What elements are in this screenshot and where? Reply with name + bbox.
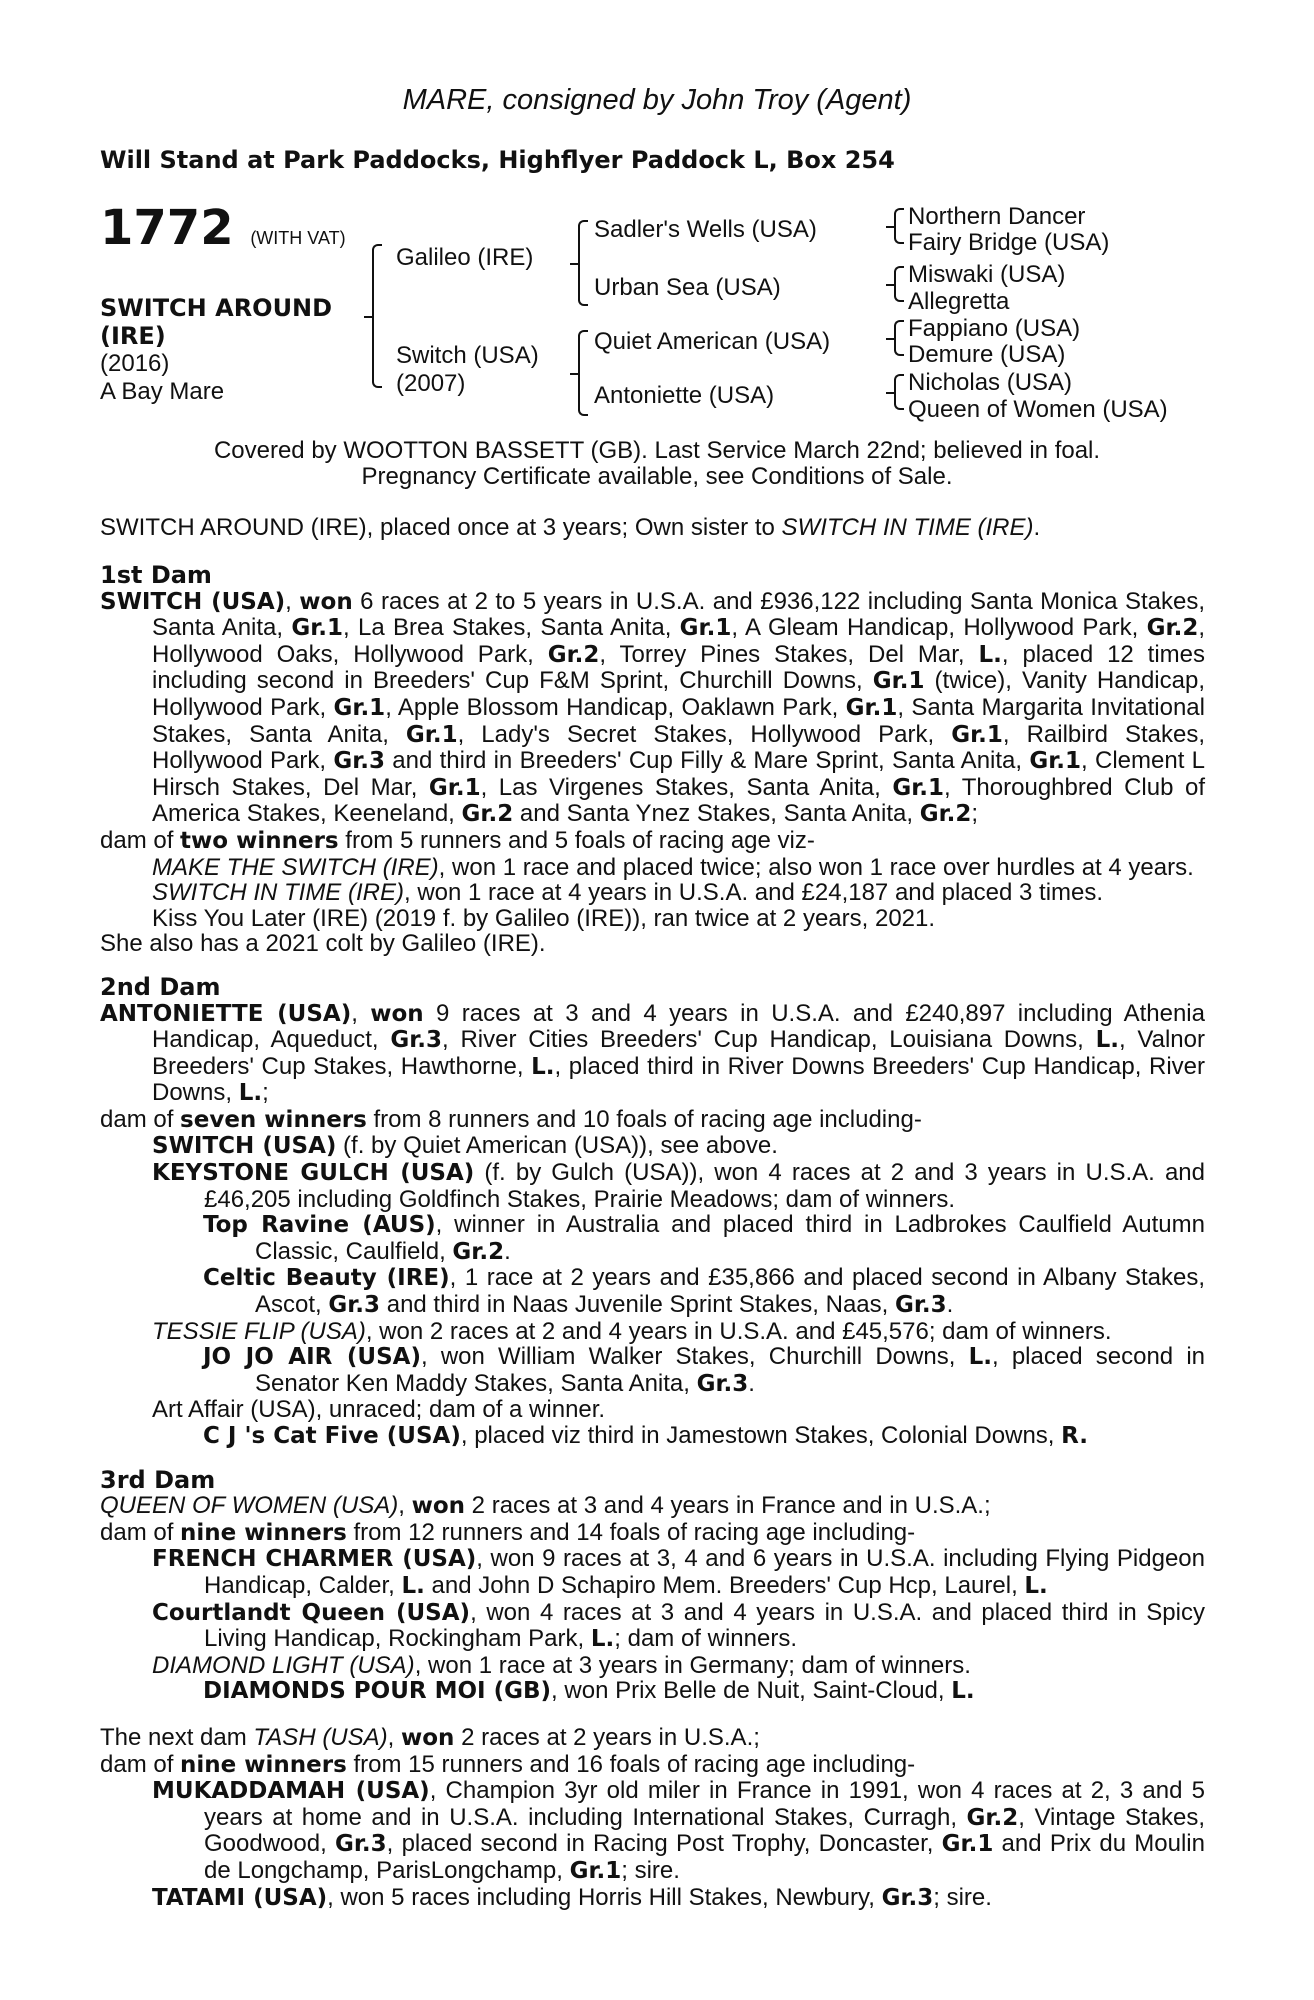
produce-record — [100, 563, 1205, 1911]
text-run: , won 4 races at 3 and 4 years in U.S.A. and placed third in Spicy Living Handicap, Rockingham Park, — [204, 1598, 1205, 1653]
dam3-dam-of — [100, 1520, 1205, 1547]
text-run: Gr.1 — [951, 721, 1003, 748]
dam1-heading: 1st Dam — [100, 561, 212, 589]
dam2-heading: 2nd Dam — [100, 972, 221, 1001]
text-run: Gr.2 — [966, 1804, 1019, 1831]
text-run: Gr.3 — [390, 1027, 443, 1054]
text-run: and third in Naas Juvenile Sprint Stakes, Naas, — [380, 1291, 895, 1319]
ped-g2: Fairy Bridge (USA) — [908, 229, 1110, 256]
summary-sister: SWITCH IN TIME (IRE) — [781, 514, 1034, 541]
text-run: , — [387, 1723, 401, 1751]
text-run: QUEEN OF WOMEN (USA) — [100, 1492, 399, 1520]
horse-description: A Bay Mare — [100, 378, 225, 405]
text-run: JO JO AIR (USA) — [203, 1344, 421, 1371]
text-run: DIAMONDS POUR MOI (GB) — [203, 1678, 552, 1705]
text-run: , 1 race at 2 years and £35,866 and placed second in Albany Stakes, Ascot, — [255, 1264, 1206, 1319]
text-run: , River Cities Breeders' Cup Handicap, Louisiana Downs, — [442, 1026, 1096, 1054]
ped-sire: Galileo (IRE) — [396, 244, 534, 271]
text-run: TASH (USA) — [253, 1723, 388, 1751]
text-run: SWITCH (USA) — [152, 1133, 337, 1160]
text-run: two winners — [180, 827, 339, 854]
text-run: nine winners — [180, 1751, 347, 1778]
lot-number-line — [100, 200, 360, 266]
text-run: won — [370, 1000, 424, 1027]
text-run: 9 races at 3 and 4 years in U.S.A. and £240,897 including Athenia Handicap, Aqueduct, — [152, 999, 1205, 1054]
dam2-dam-of — [100, 1107, 1205, 1134]
vat-note: (WITH VAT) — [250, 228, 346, 248]
text-run: from 5 runners and 5 foals of racing age viz- — [338, 826, 815, 854]
dam2-offspring-switch — [100, 1133, 1205, 1160]
dam2-offspring-art-affair: Art Affair (USA), unraced; dam of a winner. — [152, 1396, 606, 1424]
text-run: MAKE THE SWITCH (IRE) — [152, 853, 439, 881]
text-run: ; — [971, 800, 979, 828]
text-run: R. — [1061, 1423, 1089, 1449]
horse-name-2: (IRE) — [100, 322, 166, 350]
text-run: , won 1 race at 3 years in Germany; dam of winners. — [414, 1651, 971, 1679]
text-run: ; sire. — [621, 1856, 680, 1884]
brace-g3 — [894, 320, 904, 356]
text-run: , Railbird Stakes, Hollywood Park, — [152, 720, 1206, 775]
text-run: , placed third in River Downs Breeders' Cup Handicap, River Downs, — [152, 1052, 1206, 1107]
text-run: C J 's Cat Five (USA) — [203, 1423, 461, 1449]
dam2-offspring-tessie — [100, 1319, 1205, 1345]
text-run: . — [504, 1237, 511, 1265]
text-run: , Clement L Hirsch Stakes, Del Mar, — [152, 747, 1205, 801]
dam3-offspring-french-charmer — [100, 1546, 1205, 1599]
text-run: dam of — [100, 1750, 181, 1778]
text-run: seven winners — [180, 1106, 367, 1133]
text-run: Gr.3 — [334, 1831, 387, 1858]
text-run: nine winners — [180, 1519, 347, 1546]
text-run: from 8 runners and 10 foals of racing age including- — [366, 1105, 922, 1133]
text-run: Gr.1 — [405, 721, 458, 748]
dam3-record — [100, 1493, 1205, 1520]
brace-sire — [578, 220, 588, 306]
text-run: Gr.1 — [845, 694, 898, 721]
text-run: , won 9 races at 3, 4 and 6 years in U.S.A. including Flying Pidgeon Handicap, Calder, — [204, 1545, 1205, 1599]
text-run: , placed 12 times including second in Breeders' Cup F&M Sprint, Churchill Downs, — [152, 640, 1206, 695]
text-run: Gr.1 — [941, 1831, 994, 1858]
dam3-offspring-courtlandt — [100, 1600, 1205, 1653]
text-run: , Lady's Secret Stakes, Hollywood Park, — [457, 720, 952, 748]
covered-line-1: Covered by WOOTTON BASSETT (GB). Last Service March 22nd; believed in foal. — [213, 437, 1101, 464]
lot-block — [100, 200, 360, 406]
text-run: , Valnor Breeders' Cup Stakes, Hawthorne, — [152, 1026, 1205, 1080]
text-run: MUKADDAMAH (USA) — [152, 1778, 430, 1805]
text-run: Gr.3 — [328, 1292, 381, 1319]
text-run: won — [411, 1493, 466, 1520]
text-run: Gr.1 — [679, 615, 732, 642]
text-run: , placed viz third in Jamestown Stakes, Colonial Downs, — [460, 1422, 1062, 1449]
text-run: L. — [978, 641, 1002, 668]
text-run: Gr.2 — [547, 641, 600, 668]
dam1-also: She also has a 2021 colt by Galileo (IRE). — [100, 930, 546, 958]
text-run: and Santa Ynez Stakes, Santa Anita, — [513, 800, 920, 828]
text-run: , A Gleam Handicap, Hollywood Park, — [731, 614, 1147, 642]
text-run: ; dam of winners. — [614, 1625, 798, 1653]
text-run: Gr.3 — [894, 1292, 947, 1319]
dam3-offspring-diamond-light — [100, 1653, 1205, 1679]
horse-name-1: SWITCH AROUND — [100, 294, 333, 322]
text-run: Gr.1 — [1029, 748, 1082, 775]
text-run: Gr.1 — [291, 615, 344, 642]
ped-g7: Nicholas (USA) — [908, 369, 1073, 396]
brace-main — [372, 244, 382, 388]
dam2-offspring-keystone — [100, 1160, 1205, 1212]
text-run: Gr.2 — [1146, 615, 1199, 642]
text-run: , won 2 races at 2 and 4 years in U.S.A. and £45,576; dam of winners. — [365, 1317, 1112, 1345]
dam1-offspring-3 — [100, 906, 1205, 932]
text-run: (f. by Quiet American (USA)), see above. — [336, 1132, 778, 1160]
text-run: , won 1 race and placed twice; also won 1 race over hurdles at 4 years. — [438, 853, 1194, 881]
brace-g4 — [894, 374, 904, 410]
text-run: TESSIE FLIP (USA) — [152, 1317, 366, 1345]
text-run: Gr.3 — [696, 1370, 749, 1397]
dam1-record: SWITCH (USA), won 6 races at 2 to 5 years in U.S.A. and £936,122 including Santa Monica Stakes, Santa Anita, Gr.1, La Brea Stakes, Santa Anita, Gr.1, A Gleam Handicap, Hollywood Park, Gr.2, Hollywood Oaks, Hollywood Park, Gr.2, Torrey Pines Stakes, Del Mar, L., placed 12 times including second in Breeders' Cup F&M Sprint, Churchill Downs, Gr.1 (twice), Vanity Handicap, Hollywood Park, Gr.1, Apple Blossom Handicap, Oaklawn Park, Gr.1, Santa Margarita Invitational Stakes, Santa Anita, Gr.1, Lady's Secret Stakes, Hollywood Park, Gr.1, Railbird Stakes, Hollywood Park, Gr.3 and third in Breeders' Cup Filly & Mare Sprint, Santa Anita, Gr.1, Clement L Hirsch Stakes, Del Mar, Gr.1, Las Virgenes Stakes, Santa Anita, Gr.1, Thoroughbred Club of America Stakes, Keeneland, Gr.2 and Santa Ynez Stakes, Santa Anita, Gr.2; — [100, 587, 1206, 828]
text-run: FRENCH CHARMER (USA) — [152, 1546, 477, 1573]
text-run: L. — [590, 1626, 615, 1653]
text-run: dam of — [100, 1105, 181, 1133]
text-run: L. — [531, 1053, 555, 1080]
dam1-offspring-1 — [100, 855, 1205, 881]
text-run: . — [946, 1291, 954, 1319]
dam3-grand-diamonds-pour-moi — [100, 1678, 1205, 1705]
dam1-offspring-2 — [100, 880, 1205, 906]
ped-g8: Queen of Women (USA) — [908, 396, 1168, 423]
text-run: (twice), Vanity Handicap, Hollywood Park, — [152, 667, 1206, 721]
text-run: , Santa Margarita Invitational Stakes, Santa Anita, — [152, 693, 1205, 748]
dam1-won: won — [299, 588, 353, 615]
ped-sire-dam: Urban Sea (USA) — [594, 274, 781, 301]
text-run: , winner in Australia and placed third in Ladbrokes Caulfield Autumn Classic, Caulfield, — [255, 1211, 1205, 1265]
dam2-grand-cj-cat-five — [100, 1423, 1205, 1450]
text-run: L. — [968, 1344, 992, 1371]
text-run: Gr.1 — [428, 774, 481, 801]
text-run: , Thoroughbred Club of America Stakes, Keeneland, — [152, 773, 1206, 828]
text-run: Gr.1 — [872, 668, 925, 695]
text-run: L. — [238, 1080, 263, 1107]
text-run: and third in Breeders' Cup Filly & Mare Sprint, Santa Anita, — [385, 747, 1030, 775]
text-run: L. — [951, 1678, 975, 1705]
covered-line-2: Pregnancy Certificate available, see Conditions of Sale. — [361, 463, 953, 490]
nextdam-offspring-tatami — [100, 1885, 1205, 1912]
text-run: dam of — [100, 1518, 181, 1546]
text-run: and John D Schapiro Mem. Breeders' Cup Hcp, Laurel, — [424, 1571, 1025, 1599]
text-run: , Hollywood Oaks, Hollywood Park, — [152, 614, 1205, 668]
stand-location: Will Stand at Park Paddocks, Highflyer Paddock L, Box 254 — [100, 146, 895, 174]
text-run: L. — [1095, 1027, 1119, 1054]
text-run: TATAMI (USA) — [152, 1884, 328, 1911]
text-run: Gr.2 — [461, 801, 514, 828]
text-run: L. — [401, 1572, 425, 1599]
ped-dam-sire: Quiet American (USA) — [594, 328, 831, 355]
consignment-line: MARE, consigned by John Troy (Agent) — [402, 84, 912, 116]
text-run: , — [398, 1492, 412, 1520]
nextdam-record — [100, 1725, 1205, 1752]
text-run: Gr.2 — [452, 1238, 505, 1265]
text-run: 2 races at 3 and 4 years in France and in U.S.A.; — [465, 1492, 991, 1520]
text-run: , won Prix Belle de Nuit, Saint-Cloud, — [551, 1677, 952, 1705]
text-run: , won 5 races including Horris Hill Stakes, Newbury, — [327, 1883, 882, 1911]
ped-dam-dam: Antoniette (USA) — [594, 382, 775, 409]
nextdam-offspring-mukaddamah — [100, 1778, 1205, 1884]
dam1-name: SWITCH (USA) — [100, 588, 286, 615]
summary-text: SWITCH AROUND (IRE), placed once at 3 years; Own sister to — [100, 514, 782, 541]
text-run: ANTONIETTE (USA) — [100, 1000, 352, 1027]
text-run: , Champion 3yr old miler in France in 1991, won 4 races at 2, 3 and 5 years at home and in U.S.A. including International Stakes, Curragh, — [204, 1777, 1205, 1831]
text-run: ; — [262, 1079, 269, 1107]
text-run: Gr.2 — [919, 801, 972, 828]
text-run: Gr.3 — [881, 1884, 934, 1911]
text-run: from 15 runners and 16 foals of racing age including- — [346, 1750, 916, 1778]
brace-dam — [578, 330, 588, 416]
ped-dam-year: (2007) — [396, 370, 466, 397]
ped-g1: Northern Dancer — [908, 203, 1086, 230]
dam2-grand-celtic-beauty — [100, 1265, 1205, 1318]
dam2-grand-top-ravine — [100, 1212, 1205, 1265]
text-run: 6 races at 2 to 5 years in U.S.A. and £936,122 including Santa Monica Stakes, Santa Anita, — [152, 587, 1205, 642]
ped-dam: Switch (USA) — [396, 342, 539, 369]
text-run: ; sire. — [933, 1883, 992, 1911]
text-run: won — [401, 1724, 455, 1751]
text-run: dam of — [100, 826, 181, 854]
text-run: 2 races at 2 years in U.S.A.; — [454, 1723, 760, 1751]
text-run: DIAMOND LIGHT (USA) — [152, 1651, 415, 1679]
lot-number: 1772 — [100, 200, 234, 256]
ped-g4: Allegretta — [908, 288, 1010, 315]
text-run: Gr.3 — [333, 748, 385, 775]
text-run: L. — [1024, 1572, 1048, 1599]
ped-g3: Miswaki (USA) — [908, 261, 1066, 288]
horse-summary — [100, 514, 1040, 542]
ped-g6: Demure (USA) — [908, 341, 1066, 368]
text-run: , won William Walker Stakes, Churchill Downs, — [420, 1343, 969, 1371]
text-run: , placed second in Senator Ken Maddy Stakes, Santa Anita, — [255, 1343, 1206, 1397]
text-run: Gr.1 — [333, 694, 386, 721]
dam3-heading: 3rd Dam — [100, 1465, 216, 1494]
ped-sire-sire: Sadler's Wells (USA) — [594, 216, 817, 243]
brace-g1 — [894, 208, 904, 244]
text-run: KEYSTONE GULCH (USA) — [152, 1160, 475, 1187]
text-run: SWITCH IN TIME (IRE) — [152, 879, 404, 907]
text-run: . — [748, 1369, 755, 1397]
text-run: , Torrey Pines Stakes, Del Mar, — [599, 640, 979, 668]
text-run: , Las Virgenes Stakes, Santa Anita, — [480, 773, 893, 801]
covered-note — [0, 438, 1314, 490]
dam2-grand-jo-jo-air — [100, 1344, 1205, 1397]
text-run: , La Brea Stakes, Santa Anita, — [343, 614, 680, 642]
horse-year: (2016) — [100, 350, 170, 377]
text-run: from 12 runners and 14 foals of racing age including- — [346, 1518, 916, 1546]
text-run: , placed second in Racing Post Trophy, Doncaster, — [386, 1830, 942, 1858]
text-run: Top Ravine (AUS) — [203, 1212, 436, 1239]
text-run: , won 1 race at 4 years in U.S.A. and £24,187 and placed 3 times. — [403, 879, 1104, 907]
ped-g5: Fappiano (USA) — [908, 315, 1081, 342]
text-run: The next dam — [100, 1723, 254, 1751]
text-run: , Vintage Stakes, Goodwood, — [204, 1803, 1206, 1858]
nextdam-dam-of — [100, 1752, 1205, 1779]
dam2-record: ANTONIETTE (USA), won 9 races at 3 and 4 years in U.S.A. and £240,897 including Athenia Handicap, Aqueduct, Gr.3, River Cities Breeders' Cup Handicap, Louisiana Downs, L., Valnor Breeders' Cup Stakes, Hawthorne, L., placed third in River Downs Breeders' Cup Handicap, River Downs, L.; — [100, 999, 1206, 1107]
text-run: Courtlandt Queen (USA) — [152, 1599, 471, 1626]
text-run: Gr.1 — [569, 1857, 622, 1884]
brace-g2 — [894, 266, 904, 302]
text-run: Gr.1 — [892, 774, 944, 801]
dam1-dam-of — [100, 828, 1205, 855]
text-run: (f. by Gulch (USA)), won 4 races at 2 and 3 years in U.S.A. and £46,205 including Goldfinch Stakes, Prairie Meadows; dam of winners. — [204, 1159, 1205, 1213]
text-run: Kiss You Later (IRE) (2019 f. by Galileo (IRE)), ran twice at 2 years, 2021. — [152, 904, 936, 932]
text-run: and Prix du Moulin de Longchamp, ParisLongchamp, — [204, 1830, 1205, 1884]
text-run: , Apple Blossom Handicap, Oaklawn Park, — [385, 693, 846, 721]
text-run: Celtic Beauty (IRE) — [203, 1265, 450, 1292]
summary-end: . — [1033, 514, 1041, 541]
